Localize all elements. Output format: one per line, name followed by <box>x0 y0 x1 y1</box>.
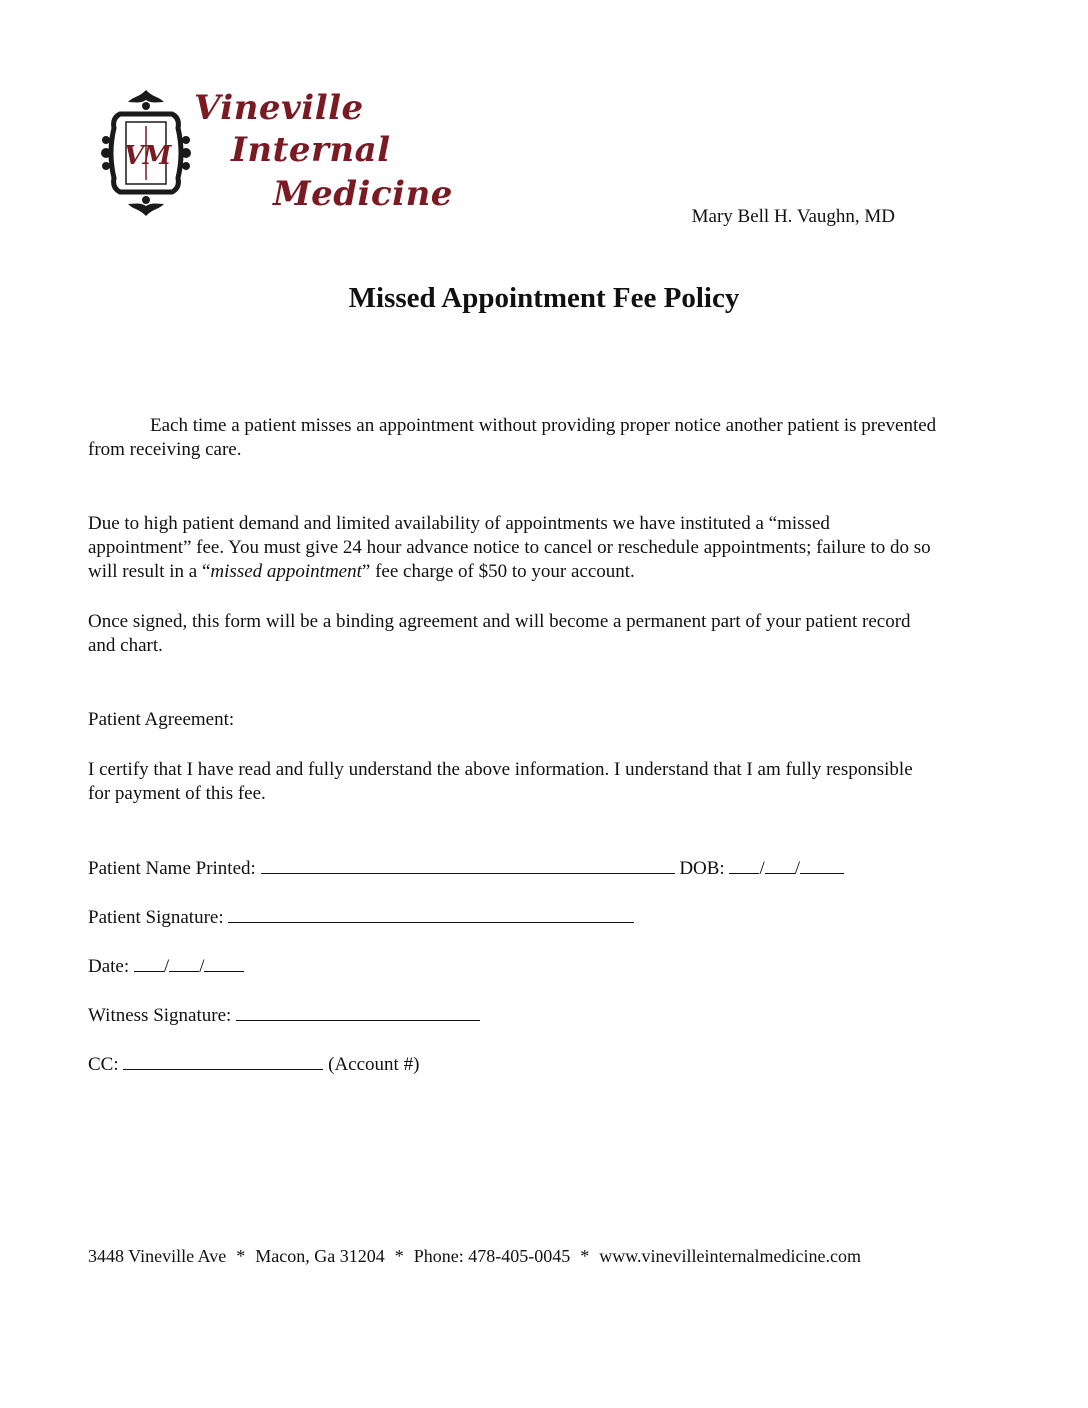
footer-separator: * <box>580 1246 590 1266</box>
date-month-field[interactable] <box>134 953 164 972</box>
patient-name-field[interactable] <box>261 855 675 874</box>
dob-slash-1: / <box>759 858 765 879</box>
cc-row <box>88 1051 419 1077</box>
date-row <box>88 953 244 979</box>
witness-signature-row <box>88 1002 480 1028</box>
dob-year-field[interactable] <box>800 855 844 874</box>
dob-day-field[interactable] <box>765 855 795 874</box>
footer-website[interactable]: www.vinevilleinternalmedicine.com <box>599 1246 861 1266</box>
cc-field[interactable] <box>123 1051 323 1070</box>
monogram-left-letter: V <box>123 141 145 171</box>
doctor-name: Mary Bell H. Vaughn, MD <box>691 206 895 227</box>
patient-name-row <box>88 855 844 881</box>
cc-label: CC: <box>88 1054 119 1075</box>
paragraph-fee-text-1: Due to high patient demand and limited availability of appointments we have instituted a “missed appointment” fee. You must give 24 hour advance notice to cancel or reschedule appointments; failure to do so will result in a “ <box>88 513 931 582</box>
monogram-right-letter: M <box>142 141 172 171</box>
date-day-field[interactable] <box>169 953 199 972</box>
paragraph-intro <box>88 414 938 462</box>
patient-name-label: Patient Name Printed: <box>88 858 256 879</box>
footer-city: Macon, Ga 31204 <box>255 1246 385 1266</box>
patient-signature-field[interactable] <box>228 904 634 923</box>
paragraph-intro-text: Each time a patient misses an appointment without providing proper notice another patient is prevented from receiving care. <box>88 415 937 460</box>
monogram-emblem-icon <box>98 88 194 218</box>
logo-text-line-2: Internal <box>231 130 391 170</box>
paragraph-fee-italic: missed appointment <box>210 561 362 582</box>
footer-phone: Phone: 478-405-0045 <box>413 1246 571 1266</box>
footer-separator: * <box>394 1246 404 1266</box>
footer-address: 3448 Vineville Ave <box>88 1246 227 1266</box>
witness-signature-field[interactable] <box>236 1002 480 1021</box>
witness-signature-label: Witness Signature: <box>88 1005 232 1026</box>
patient-signature-label: Patient Signature: <box>88 907 224 928</box>
paragraph-fee <box>88 512 938 584</box>
logo-text-line-3: Medicine <box>273 174 453 214</box>
agreement-heading: Patient Agreement: <box>88 709 235 730</box>
date-slash-2: / <box>199 956 205 977</box>
patient-signature-row <box>88 904 634 930</box>
date-year-field[interactable] <box>204 953 244 972</box>
paragraph-fee-text-2: ” fee charge of $50 to your account. <box>361 561 635 582</box>
dob-slash-2: / <box>794 858 801 879</box>
footer-separator: * <box>236 1246 246 1266</box>
account-label: (Account #) <box>328 1054 420 1075</box>
document-title: Missed Appointment Fee Policy <box>348 282 740 314</box>
date-slash-1: / <box>163 956 170 977</box>
dob-month-field[interactable] <box>729 855 759 874</box>
date-label: Date: <box>88 956 130 977</box>
practice-logo <box>98 88 453 223</box>
paragraph-certify: I certify that I have read and fully understand the above information. I understand that I am fully responsible for payment of this fee. <box>88 759 913 804</box>
footer-contact <box>88 1246 861 1267</box>
paragraph-binding: Once signed, this form will be a binding agreement and will become a permanent part of your patient record and chart. <box>88 611 911 656</box>
dob-label: DOB: <box>679 858 725 879</box>
logo-text-line-1: Vineville <box>194 88 364 128</box>
